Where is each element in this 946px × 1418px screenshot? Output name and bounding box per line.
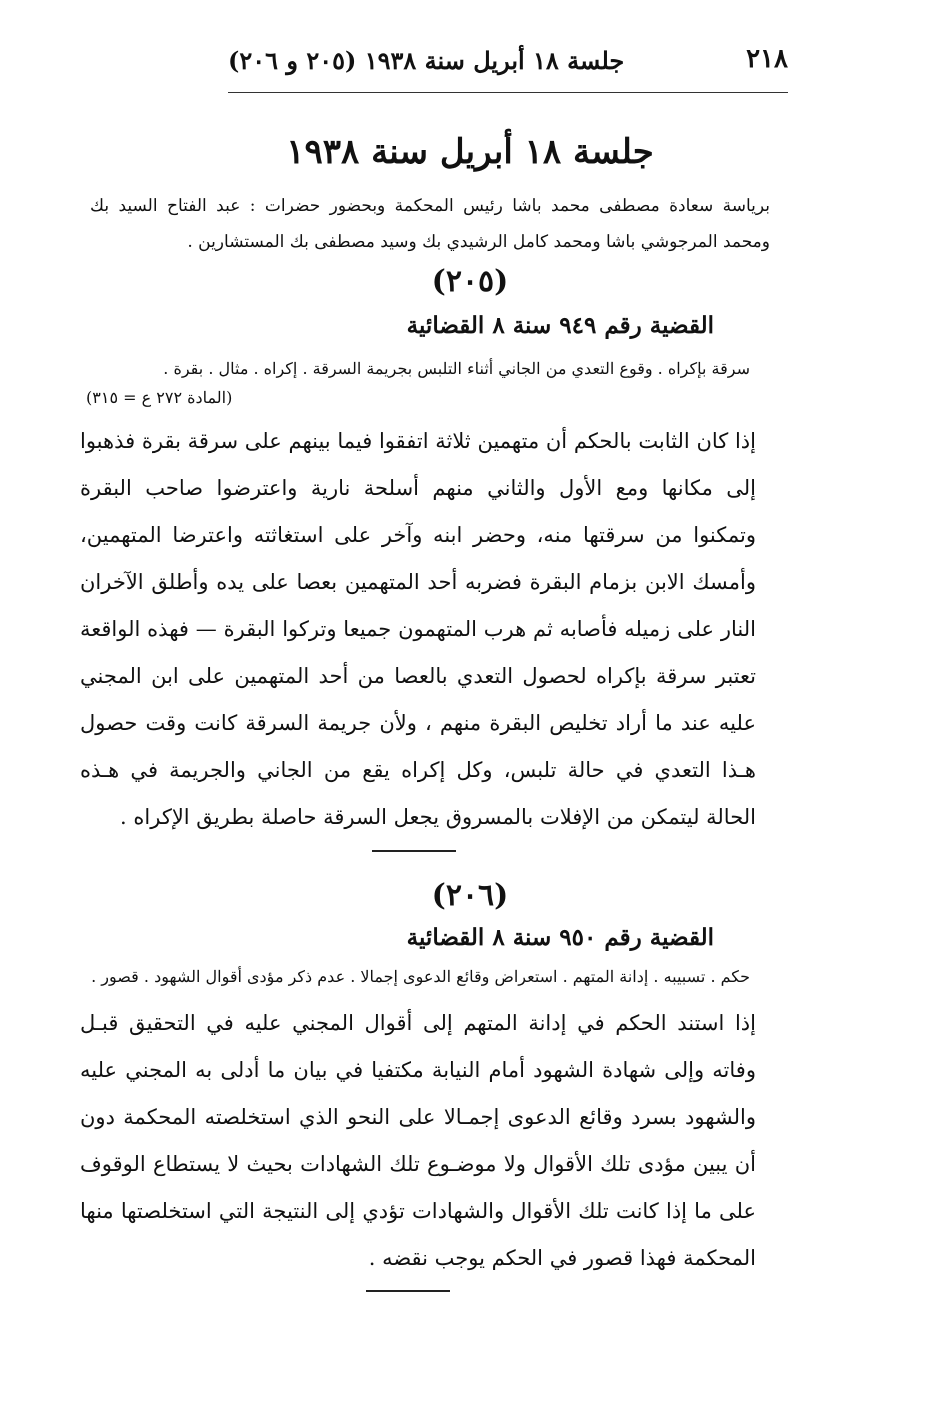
page-number: ٢١٨: [746, 44, 788, 74]
case-body: إذا كان الثابت بالحكم أن متهمين ثلاثة اتفقوا فيما بينهم على سرقة بقرة فذهبوا إلى مكانها ومع الأول والثاني منهم أسلحة نارية واعترضوا صاحب البقرة وتمكنوا من سرقتها منه، وحضر ابنه وآخر على استغاثته واعترضا المتهمين، وأمسك الابن بزمام البقرة فضربه أحد المتهمين بعصا على يده وأطلق الآخران النار على زميله فأصابه ثم هرب المتهمون جميعا وتركوا البقرة — فهذه الواقعة تعتبر سرقة بإكراه لحصول التعدي بالعصا من أحد المتهمين على ابن المجني عليه عند ما أراد تخليص البقرة منهم ، ولأن جريمة السرقة كانت وقت حصول هـذا التعدي في حالة تلبس، وكل إكراه يقع من الجاني والجريمة في هـذه الحالة ليتمكن من الإفلات بالمسروق يجعل السرقة حاصلة بطريق الإكراه .: [80, 429, 756, 829]
case-body: إذا استند الحكم في إدانة المتهم إلى أقوال المجني عليه في التحقيق قبـل وفاته وإلى شهادة الشهود أمام النيابة مكتفيا في بيان ما أدلى به المجني عليه والشهود بسرد وقائع الدعوى إجمـالا على النحو الذي استخلصته المحكمة دون أن يبين مؤدى تلك الأقوال ولا موضـوع تلك الشهادات بحيث لا يستطاع الوقوف على ما إذا كانت تلك الأقوال والشهادات تؤدي إلى النتيجة التي استخلصتها منها المحكمة فهذا قصور في الحكم يوجب نقضه .: [80, 1011, 756, 1270]
running-head: جلسة ١٨ أبريل سنة ١٩٣٨ (٢٠٥ و ٢٠٦): [228, 46, 625, 75]
section-divider: [366, 1290, 450, 1292]
case-number: (٢٠٦): [431, 878, 509, 913]
session-title: جلسة ١٨ أبريل سنة ١٩٣٨: [286, 132, 654, 172]
case-keywords: حكم . تسبيبه . إدانة المتهم . استعراض وقائع الدعوى إجمالا . عدم ذكر مؤدى أقوال الشهود . قصور .: [91, 967, 750, 986]
page-header: [228, 44, 788, 93]
case-keywords: سرقة بإكراه . وقوع التعدي من الجاني أثناء التلبس بجريمة السرقة . إكراه . مثال . بقرة .: [163, 359, 750, 378]
law-reference: (المادة ٢٧٢ ع = ٣١٥): [86, 388, 233, 407]
case-title: القضية رقم ٩٤٩ سنة ٨ القضائية: [406, 312, 714, 339]
case-title: القضية رقم ٩٥٠ سنة ٨ القضائية: [406, 924, 714, 951]
case-number: (٢٠٥): [431, 264, 509, 299]
section-divider: [372, 850, 456, 852]
session-presidency: برياسة سعادة مصطفى محمد باشا رئيس المحكمة وبحضور حضرات : عبد الفتاح السيد بك ومحمد المرجوشي باشا ومحمد كامل الرشيدي بك وسيد مصطفى بك المستشارين .: [90, 196, 770, 252]
